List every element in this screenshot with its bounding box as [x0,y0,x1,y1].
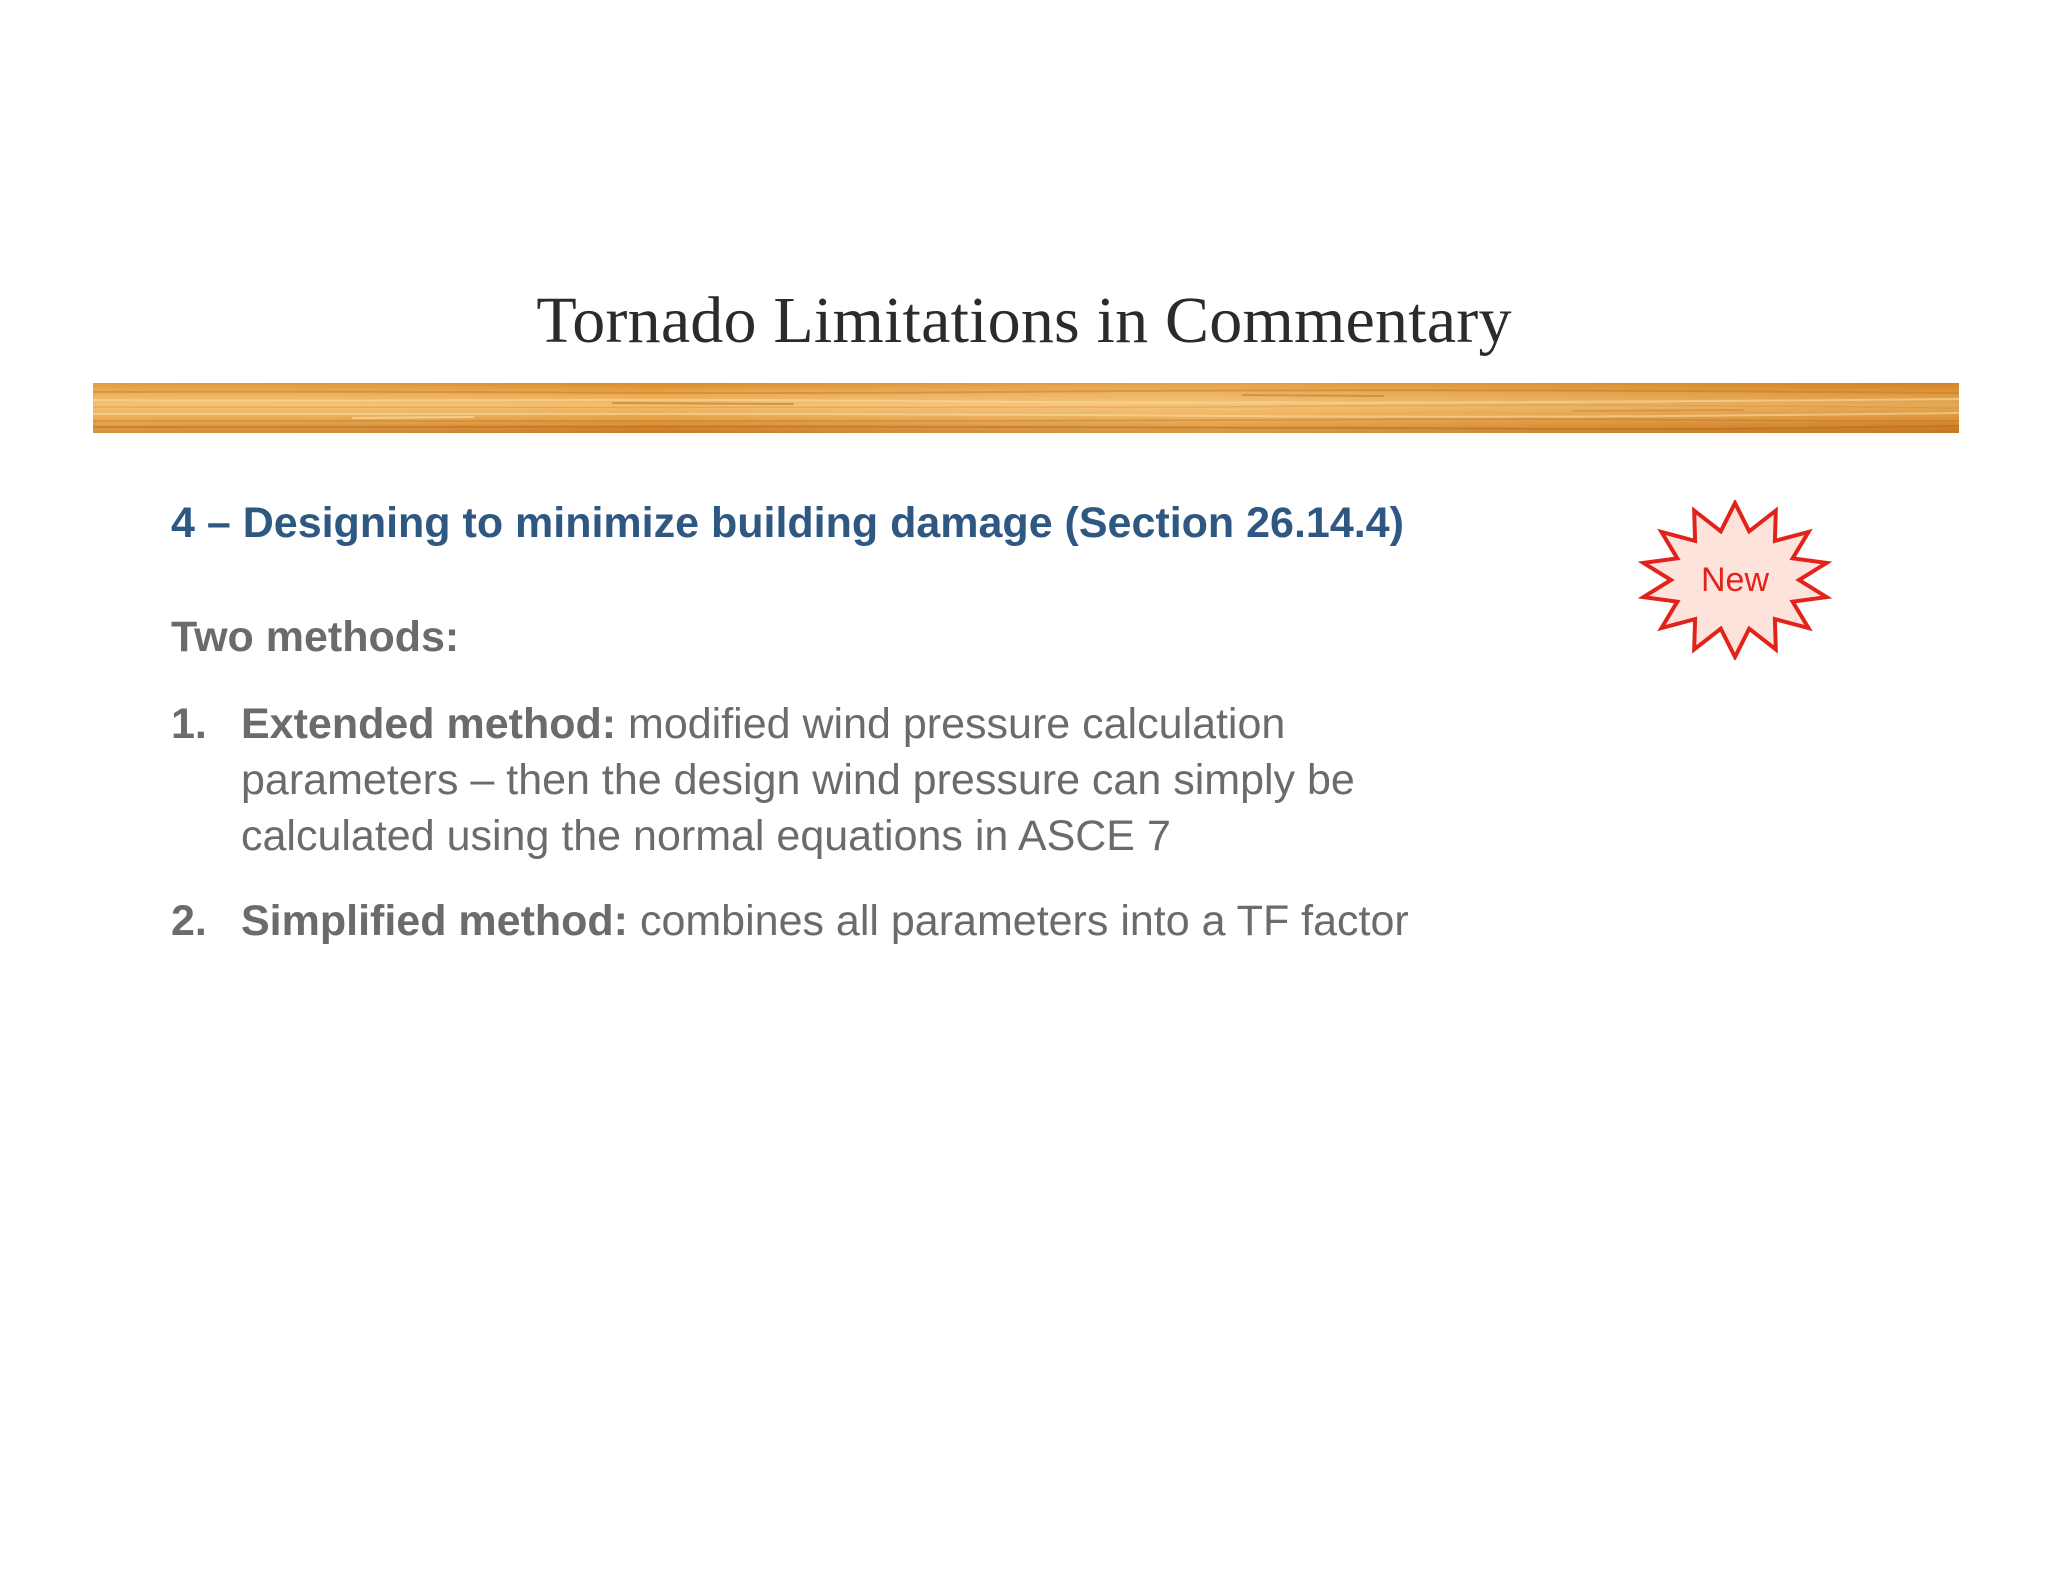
new-badge [1638,500,1832,660]
method-label: Extended method: [241,700,617,748]
section-heading: 4 – Designing to minimize building damage (Section 26.14.4) [171,499,1404,547]
method-body [241,893,1541,949]
method-line-2: parameters – then the design wind pressure can simply be [241,756,1355,804]
method-line-3: calculated using the normal equations in ASCE 7 [241,812,1171,860]
method-body [241,696,1541,864]
method-label: Simplified method: [241,897,628,945]
method-line-1 [241,696,1541,752]
method-text: modified wind pressure calculation [616,700,1286,748]
method-number: 1. [171,700,207,748]
slide-title: Tornado Limitations in Commentary [536,284,1512,357]
wood-divider-bar [93,383,1959,433]
method-text: combines all parameters into a TF factor [628,897,1409,945]
methods-intro: Two methods: [171,613,460,661]
method-number: 2. [171,897,207,945]
new-badge-label: New [1700,561,1770,599]
